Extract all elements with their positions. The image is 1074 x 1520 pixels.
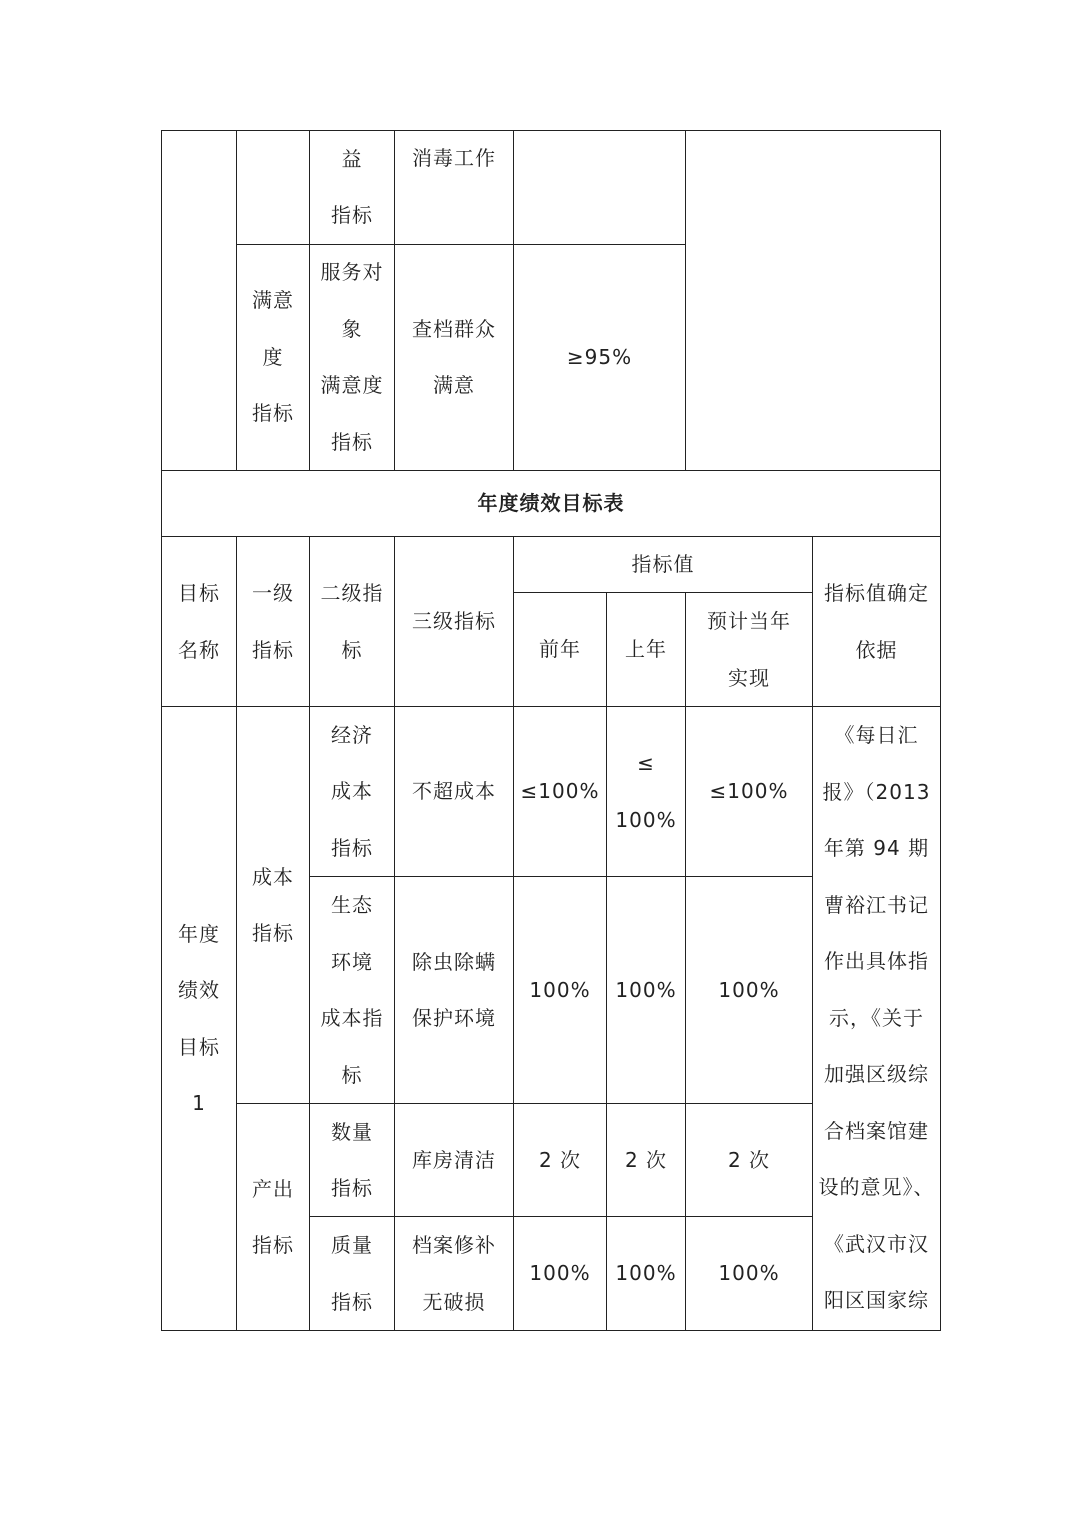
- cell-text-line: 指标: [331, 1289, 373, 1314]
- cell-text-line: 指标: [331, 203, 373, 227]
- row-0-expected: [686, 707, 812, 876]
- cell-text-line: 生态: [331, 893, 373, 917]
- cell-text-line: 阳区国家综: [824, 1288, 929, 1312]
- row-3-level2: [310, 1217, 394, 1330]
- row-1-expected: [686, 877, 812, 1103]
- table-border: [161, 1330, 941, 1331]
- cell-text-line: 作出具体指: [824, 949, 929, 973]
- cell-text-line: 指标: [252, 401, 294, 426]
- cell-text-line: 绩效: [178, 978, 220, 1002]
- header-last-year: [607, 593, 685, 706]
- level1-output-cell: [237, 1104, 309, 1330]
- header-level3-text: 三级指标: [412, 609, 496, 634]
- cell-text-line: 库房清洁: [412, 1147, 496, 1172]
- cell-text-line: 指标: [331, 1176, 373, 1200]
- cell-text-line: 无破损: [422, 1289, 486, 1314]
- cell-text-line: ≤100%: [520, 779, 600, 804]
- header-level3: [395, 537, 513, 706]
- cell-text-line: 1: [192, 1091, 206, 1115]
- cell-text-line: 100%: [529, 977, 591, 1002]
- level1-cost-cell: [237, 707, 309, 1103]
- cell-text-line: 标: [341, 1062, 363, 1087]
- table-border: [161, 130, 941, 131]
- header-year-before-last-text: 前年: [539, 637, 581, 662]
- cell-text-line: 年度: [178, 921, 220, 946]
- cell-text-line: 益: [341, 146, 363, 171]
- cell-text-line: 指标: [252, 921, 294, 945]
- satisfaction-label-cell: [237, 244, 309, 470]
- row-2-level2: [310, 1104, 394, 1216]
- cell-text-line: 除虫除螨: [412, 949, 496, 974]
- cell-text-line: 2 次: [538, 1147, 582, 1172]
- cell-text-line: 2 次: [727, 1147, 771, 1172]
- row-0-prev1: [607, 707, 685, 876]
- cell-text-line: 服务对: [320, 260, 384, 284]
- cell-text-line: 保护环境: [412, 1006, 496, 1030]
- row-1-prev2: [514, 877, 606, 1103]
- header-level1: [237, 537, 309, 706]
- cell-text-line: ≤100%: [709, 779, 789, 804]
- benefit-item-cell: [395, 130, 513, 187]
- row-3-level3: [395, 1217, 513, 1330]
- header-level2: [310, 537, 394, 706]
- header-basis: [813, 537, 940, 706]
- cell-text-line: 不超成本: [412, 779, 496, 804]
- table-title: 年度绩效目标表: [477, 491, 625, 516]
- header-last-year-text: 上年: [625, 637, 667, 662]
- cell-text-line: 100%: [718, 1261, 780, 1286]
- cell-text-line: 示，《关于: [829, 1005, 924, 1030]
- row-2-expected: [686, 1104, 812, 1216]
- cell-text-line: 档案修补: [412, 1233, 496, 1257]
- cell-text-line: 《武汉市汉: [824, 1231, 929, 1256]
- cell-text-line: 消毒工作: [412, 146, 496, 171]
- row-0-level3: [395, 707, 513, 876]
- header-year-before-last: [514, 593, 606, 706]
- cell-text-line: 经济: [331, 722, 373, 747]
- cell-text-line: 满意: [433, 373, 475, 397]
- cell-text-line: 年第 94 期: [823, 836, 930, 860]
- cell-text-line: 度: [262, 344, 284, 369]
- header-indicator-value-text: 指标值: [631, 552, 695, 577]
- cell-text-line: 设的意见》、: [818, 1175, 935, 1199]
- cell-text-line: 依据: [855, 637, 898, 662]
- cell-text-line: 指标值确定: [824, 581, 929, 605]
- cell-text-line: 环境: [331, 949, 373, 974]
- cell-text-line: 指标: [252, 637, 294, 662]
- header-goal-name: [162, 537, 236, 706]
- cell-text-line: 指标: [331, 835, 373, 860]
- basis-cell: [813, 707, 940, 1330]
- cell-text-line: 预计当年: [707, 609, 791, 633]
- row-1-prev1: [607, 877, 685, 1103]
- cell-text-line: 目标: [178, 581, 220, 605]
- row-2-level3: [395, 1104, 513, 1216]
- cell-text-line: 产出: [252, 1176, 294, 1201]
- table-border: [940, 130, 941, 1330]
- cell-text-line: ≤: [637, 751, 655, 775]
- cell-text-line: 100%: [615, 977, 677, 1002]
- header-expected: [686, 593, 812, 706]
- cell-text-line: 100%: [615, 1261, 677, 1286]
- benefit-label-cell: [310, 130, 394, 244]
- cell-text-line: 二级指: [320, 581, 384, 605]
- row-2-prev1: [607, 1104, 685, 1216]
- row-3-expected: [686, 1217, 812, 1330]
- cell-text-line: 成本: [331, 779, 373, 804]
- cell-text-line: 一级: [252, 581, 294, 605]
- satisfaction-value-cell: [514, 244, 685, 470]
- row-3-prev1: [607, 1217, 685, 1330]
- cell-text-line: 100%: [615, 807, 677, 832]
- header-indicator-value: [514, 537, 812, 592]
- cell-text-line: 100%: [529, 1261, 591, 1286]
- cell-text-line: 报》（2013: [822, 779, 931, 804]
- cell-text-line: 曹裕江书记: [824, 892, 929, 917]
- cell-text-line: 加强区级综: [824, 1062, 929, 1086]
- cell-text-line: 指标: [252, 1233, 294, 1257]
- table-title-cell: [162, 471, 940, 536]
- satisfaction-item-cell: [395, 244, 513, 470]
- cell-text-line: 象: [341, 316, 363, 341]
- cell-text-line: 100%: [718, 977, 780, 1002]
- cell-text-line: 成本: [252, 864, 294, 889]
- cell-text-line: 成本指: [320, 1006, 384, 1030]
- cell-text-line: 质量: [331, 1233, 373, 1257]
- cell-text-line: 合档案馆建: [824, 1118, 929, 1143]
- row-0-prev2: [514, 707, 606, 876]
- table-border: [685, 130, 686, 470]
- cell-text-line: 实现: [728, 665, 770, 690]
- cell-text-line: 《每日汇: [834, 723, 919, 747]
- satisfaction-sub-cell: [310, 244, 394, 470]
- cell-text-line: 数量: [331, 1119, 373, 1144]
- cell-text-line: 满意度: [320, 373, 384, 397]
- row-1-level3: [395, 877, 513, 1103]
- cell-text-line: 查档群众: [412, 316, 496, 341]
- goal-name-cell: [162, 707, 236, 1330]
- cell-text-line: 目标: [178, 1034, 220, 1059]
- row-1-level2: [310, 877, 394, 1103]
- satisfaction-value: ≥95%: [566, 344, 633, 369]
- row-3-prev2: [514, 1217, 606, 1330]
- cell-text-line: 满意: [252, 288, 294, 313]
- row-0-level2: [310, 707, 394, 876]
- cell-text-line: 名称: [178, 637, 220, 662]
- cell-text-line: 2 次: [624, 1147, 668, 1172]
- cell-text-line: 指标: [331, 429, 373, 454]
- cell-text-line: 标: [341, 637, 363, 662]
- row-2-prev2: [514, 1104, 606, 1216]
